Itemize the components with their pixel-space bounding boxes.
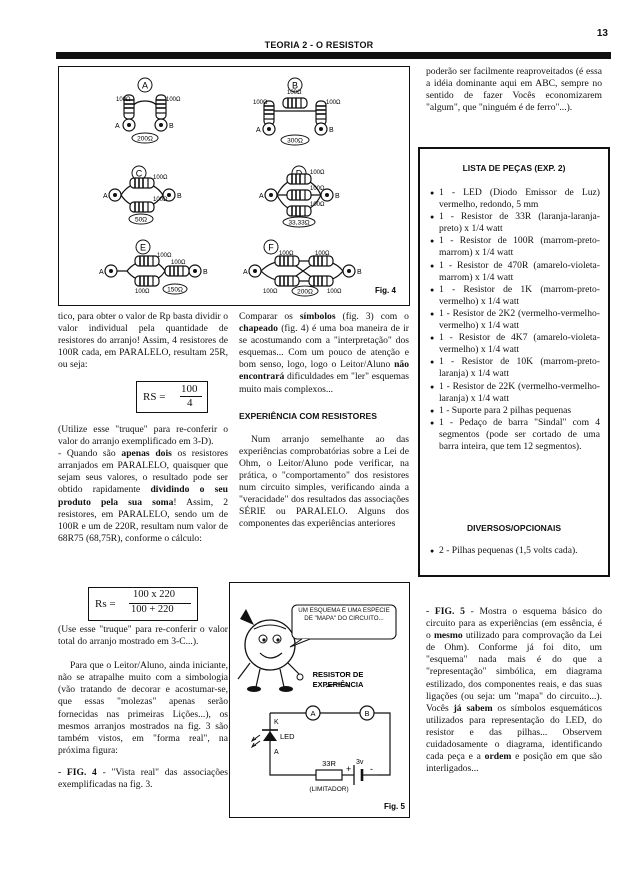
led-k-label: K — [274, 719, 279, 726]
page-title: TEORIA 2 - O RESISTOR — [264, 40, 374, 50]
left-paragraph-1: tico, para obter o valor de Rp basta dividir o valor individual pela quantidade de resistores do arranjo! Assim, 4 resistores de 100R cada, em PARALELO, resultam 25R, ou seja: — [58, 311, 228, 371]
figure-5-label: Fig. 5 — [384, 802, 405, 811]
arrangement-c — [103, 166, 182, 224]
svg-text:B: B — [203, 269, 208, 276]
page-number: 13 — [596, 28, 608, 39]
header-rule — [56, 52, 611, 59]
parts-list — [430, 187, 600, 453]
left-paragraph-2: (Utilize esse "truque" para re-conferir o valor do arranjo exemplificado em 3-D). — [58, 424, 228, 448]
parts-item: ● 1 - Resistor de 470R (amarelo-violeta-marrom) x 1/4 watt — [430, 260, 600, 284]
svg-text:A: A — [259, 193, 264, 200]
parts-item: ● 1 - LED (Diodo Emissor de Luz) vermelho, redondo, 5 mm — [430, 187, 600, 211]
fig5-title-line2: EXPERIÊNCIA — [312, 680, 364, 689]
arrangement-e-letter: E — [139, 242, 147, 253]
arrangement-e-res-2: 100Ω — [135, 289, 150, 295]
led-a-label: A — [274, 749, 279, 756]
arrangement-d — [259, 166, 340, 227]
right-fig5-paragraph: - FIG. 5 - Mostra o esquema básico do circuito para as experiências (em essência, é o mesmo utilizado para comprovação da Lei de Ohm). Conforme já foi dito, um "esquema" nada mais é do que a "representação" simbólica, em diagrama estilizado, dos componentes reais, e das suas ligações (ou seja: um "mapa" do circuito...). Vocês já sabem os símbolos esquemáticos utilizados para representação do LED, do resistor e das pilhas... Observem cuidadosamente o diagrama, identificando cada peça e a ordem e posição em que são interligados... — [426, 606, 602, 775]
arrangement-f — [243, 240, 362, 296]
arrangement-c-res-1: 100Ω — [153, 175, 168, 181]
limiter-label: (LIMITADOR) — [309, 786, 349, 793]
battery-minus: - — [370, 764, 373, 774]
arrangement-b-result: 300Ω — [287, 137, 303, 145]
left-paragraph-6: - FIG. 4 - "Vista real" das associações exemplificadas na fig. 3. — [58, 766, 228, 791]
arrangement-b-res-3: 100Ω — [326, 100, 341, 106]
formula-product-over-sum: Rs = 100 x 220 100 + 220 — [88, 587, 198, 621]
svg-text:A: A — [99, 269, 104, 276]
fig5-terminal-b: B — [364, 709, 370, 718]
arrangement-a-letter: A — [141, 80, 149, 91]
arrangement-d-res-3: 100Ω — [310, 202, 325, 208]
svg-text:B: B — [177, 193, 182, 200]
arrangement-e-res-3: 100Ω — [171, 260, 186, 266]
arrangement-d-res-1: 100Ω — [310, 170, 325, 176]
svg-text:A: A — [103, 193, 108, 200]
svg-text:B: B — [169, 123, 174, 130]
figure-5-drawing — [230, 583, 409, 817]
arrangement-b-letter: B — [291, 80, 299, 91]
arrangement-f-res-1: 100Ω — [279, 251, 294, 257]
arrangement-a-res-1: 100Ω — [116, 97, 131, 103]
arrangement-d-res-2: 100Ω — [310, 186, 325, 192]
svg-text:A: A — [243, 269, 248, 276]
speech-bubble-text: UM ESQUEMA É UMA ESPÉCIE DE "MAPA" DO CIRCUITO... — [298, 607, 390, 622]
section-heading: EXPERIÊNCIA COM RESISTORES — [239, 410, 378, 421]
fig5-terminal-a: A — [310, 709, 316, 718]
parts-item: ● 1 - Suporte para 2 pilhas pequenas — [430, 405, 600, 417]
arrangement-f-res-2: 100Ω — [315, 251, 330, 257]
svg-text:B: B — [357, 269, 362, 276]
svg-text:B: B — [335, 193, 340, 200]
arrangement-e — [99, 240, 208, 295]
led-symbol — [252, 730, 278, 747]
parts-item: ● 1 - Resistor de 22K (vermelho-vermelho-laranja) x 1/4 watt — [430, 381, 600, 405]
svg-text:A: A — [115, 123, 120, 130]
arrangement-f-res-3: 100Ω — [263, 289, 278, 295]
circuit — [270, 713, 390, 785]
led-label: LED — [280, 732, 295, 741]
middle-paragraph-1: Comparar os símbolos (fig. 3) com o chapeado (fig. 4) é uma boa maneira de ir se acostumando com a "interpretação" dos esquemas... Com um pouco de atenção e bom senso, logo, logo o Leitor/Aluno não encontrará dificuldades em "ler" esquemas muito mais complexos... — [239, 311, 409, 395]
formula-parallel-equal: RS = 100 4 — [136, 381, 208, 413]
speech-bubble — [290, 605, 396, 647]
left-paragraph-3: - Quando são apenas dois os resistores arranjados em PARALELO, quaisquer que sejam seus valores, o resultado pode ser obtido rapidamente dividindo o seu produto pela sua soma! Assim, 2 resistores, em PARALELO, sendo um de 100R e um de 220R, resultam num valor de 68R75 (68,75R), conforme o cálculo: — [58, 448, 228, 544]
parts-item: ● 1 - Resistor de 1K (marrom-preto-vermelho) x 1/4 watt — [430, 284, 600, 308]
arrangement-e-result: 150Ω — [167, 286, 183, 294]
left-column — [58, 311, 228, 371]
svg-text:B: B — [329, 127, 334, 134]
middle-paragraph-2: Num arranjo semelhante ao das experiências comprobatórias sobre a Lei de Ohm, o Leitor/Aluno pode verificar, na prática, o "comportamento" dos resistores num circuito simples, verificando ainda a "veracidade" dos resultados das associações SÉRIE ou PARALELO. Alguns dos componentes das experiências anteriores — [239, 433, 409, 530]
arrangement-f-result: 200Ω — [297, 288, 313, 296]
parts-item: ● 1 - Resistor de 2K2 (vermelho-vermelho-vermelho) x 1/4 watt — [430, 308, 600, 332]
svg-text:A: A — [256, 127, 261, 134]
resistor-value: 33R — [322, 759, 336, 768]
parts-list-box — [418, 147, 610, 577]
figure-4-drawing — [59, 67, 409, 305]
middle-column — [239, 311, 409, 531]
arrangement-a-res-2: 100Ω — [166, 97, 181, 103]
arrangement-e-res-1: 100Ω — [157, 253, 172, 259]
right-column — [426, 66, 602, 114]
parts-item: ● 1 - Resistor de 10K (marrom-preto-laranja) x 1/4 watt — [430, 356, 600, 380]
parts-list-title: LISTA DE PEÇAS (EXP. 2) — [462, 163, 566, 173]
arrangement-d-result: 33,33Ω — [288, 219, 310, 227]
arrangement-a-result: 200Ω — [137, 135, 153, 143]
arrangement-a — [115, 78, 181, 143]
left-paragraph-4: (Use esse "truque" para re-conferir o valor total do arranjo mostrado em 3-C...). — [58, 624, 228, 648]
parts-item: ● 1 - Resistor de 4K7 (amarelo-violeta-vermelho) x 1/4 watt — [430, 332, 600, 356]
figure-5 — [229, 582, 410, 818]
fig5-title-line1: RESISTOR DE — [312, 670, 364, 679]
arrangement-b — [253, 78, 341, 145]
arrangement-c-letter: C — [135, 168, 143, 179]
left-paragraph-5: Para que o Leitor/Aluno, ainda iniciante, não se atrapalhe muito com a simbologia (vão tratando de decorar e acostumar-se, que essas "molezas" apenas serão fornecidas nas primeiras Lições...), os mesmos arranjos mostrados na fig. 3 são também vistos, em "forma real", na próxima figura: — [58, 660, 228, 756]
battery-plus: + — [346, 764, 352, 774]
figure-4-label: Fig. 4 — [375, 286, 396, 295]
right-intro: poderão ser facilmente reaproveitados (é essa a idéia dominante aqui em ABC, sempre no sentido de fazer Vocês economizarem "algum", que "ninguém é de ferro"...). — [426, 66, 602, 114]
battery-voltage: 3v — [356, 759, 364, 766]
optional-title: DIVERSOS/OPCIONAIS — [467, 523, 561, 533]
arrangement-b-res-1: 100Ω — [253, 100, 268, 106]
arrangement-f-res-4: 100Ω — [327, 289, 342, 295]
figure-4 — [58, 66, 410, 306]
arrangement-f-letter: F — [268, 242, 274, 253]
arrangement-c-result: 50Ω — [134, 216, 148, 224]
arrangement-c-res-2: 100Ω — [153, 197, 168, 203]
arrangement-b-res-2: 100Ω — [287, 90, 302, 96]
optional-item: ● 2 - Pilhas pequenas (1,5 volts cada). — [430, 545, 600, 557]
parts-item: ● 1 - Resistor de 100R (marrom-preto-marrom) x 1/4 watt — [430, 235, 600, 259]
parts-item: ● 1 - Pedaço de barra "Sindal" com 4 segmentos (pode ser cortado de uma barra inteira, que tem 12 segmentos). — [430, 417, 600, 453]
parts-item: ● 1 - Resistor de 33R (laranja-laranja-preto) x 1/4 watt — [430, 211, 600, 235]
